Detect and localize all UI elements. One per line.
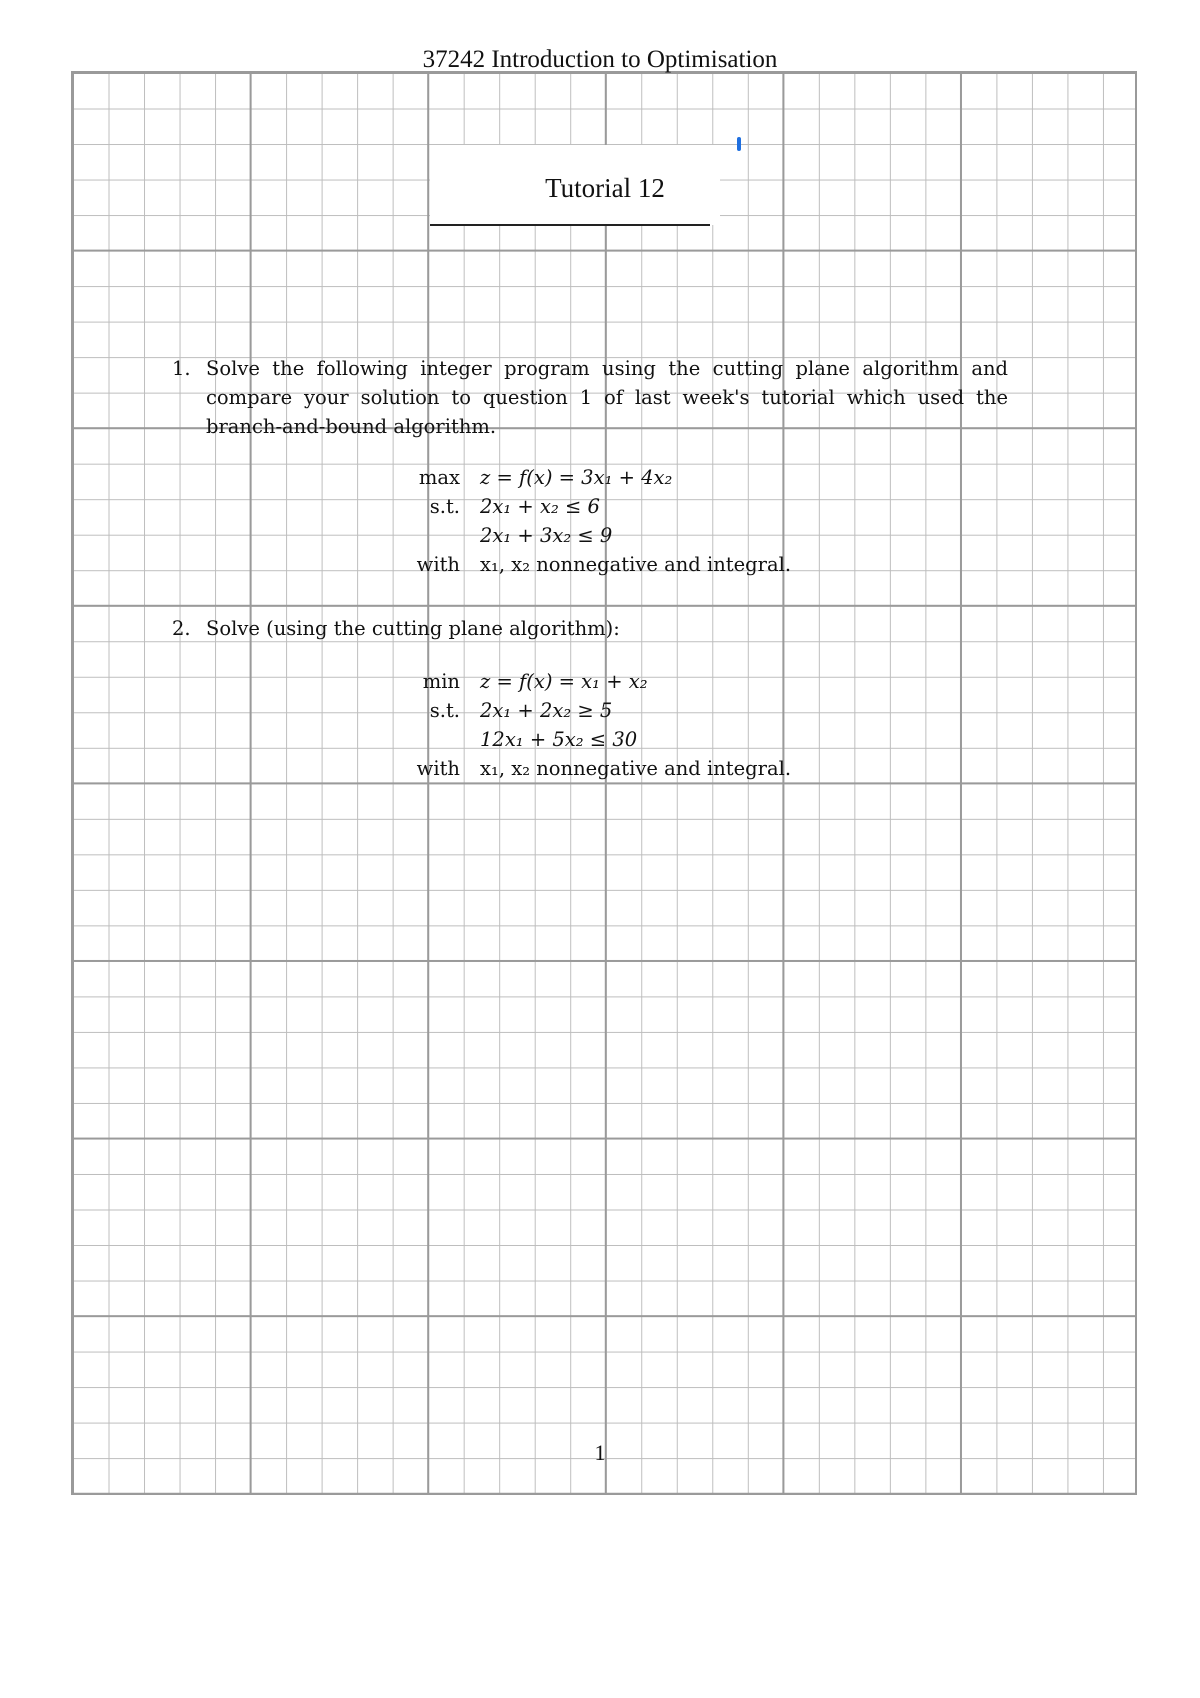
tutorial-title: Tutorial 12	[545, 173, 665, 203]
question-number: 1.	[172, 357, 191, 380]
question-text: Solve (using the cutting plane algorithm):	[206, 617, 620, 640]
lp-constraint-1: 2x₁ + 2x₂ ≥ 5	[480, 699, 613, 722]
question-number: 2.	[172, 617, 191, 640]
question-1	[172, 354, 1008, 441]
lp-constraint-1: 2x₁ + x₂ ≤ 6	[480, 495, 600, 518]
lp-domain: x₁, x₂ nonnegative and integral.	[480, 553, 792, 576]
page-number: 1	[594, 1440, 606, 1465]
lp-objective: z = f(x) = x₁ + x₂	[480, 670, 648, 693]
lp-objective: z = f(x) = 3x₁ + 4x₂	[480, 466, 673, 489]
lp-constraints-label: s.t.	[429, 699, 460, 722]
lp-domain: x₁, x₂ nonnegative and integral.	[480, 757, 792, 780]
lp-domain-label: with	[416, 553, 460, 576]
lp-objective-label: min	[422, 670, 460, 693]
question-text: Solve the following integer program using the cutting plane algorithm and compare your solution to question 1 of last week's tutorial which used the branch-and-bound algorithm.	[206, 357, 1008, 438]
page-header-course-title: 37242 Introduction to Optimisation	[422, 46, 778, 73]
lp-constraints-label: s.t.	[429, 495, 460, 518]
lp-constraint-2: 12x₁ + 5x₂ ≤ 30	[480, 728, 638, 751]
lp-constraint-2: 2x₁ + 3x₂ ≤ 9	[480, 524, 613, 547]
lp-objective-label: max	[418, 466, 460, 489]
question-2	[172, 614, 1008, 643]
lp-domain-label: with	[416, 757, 460, 780]
